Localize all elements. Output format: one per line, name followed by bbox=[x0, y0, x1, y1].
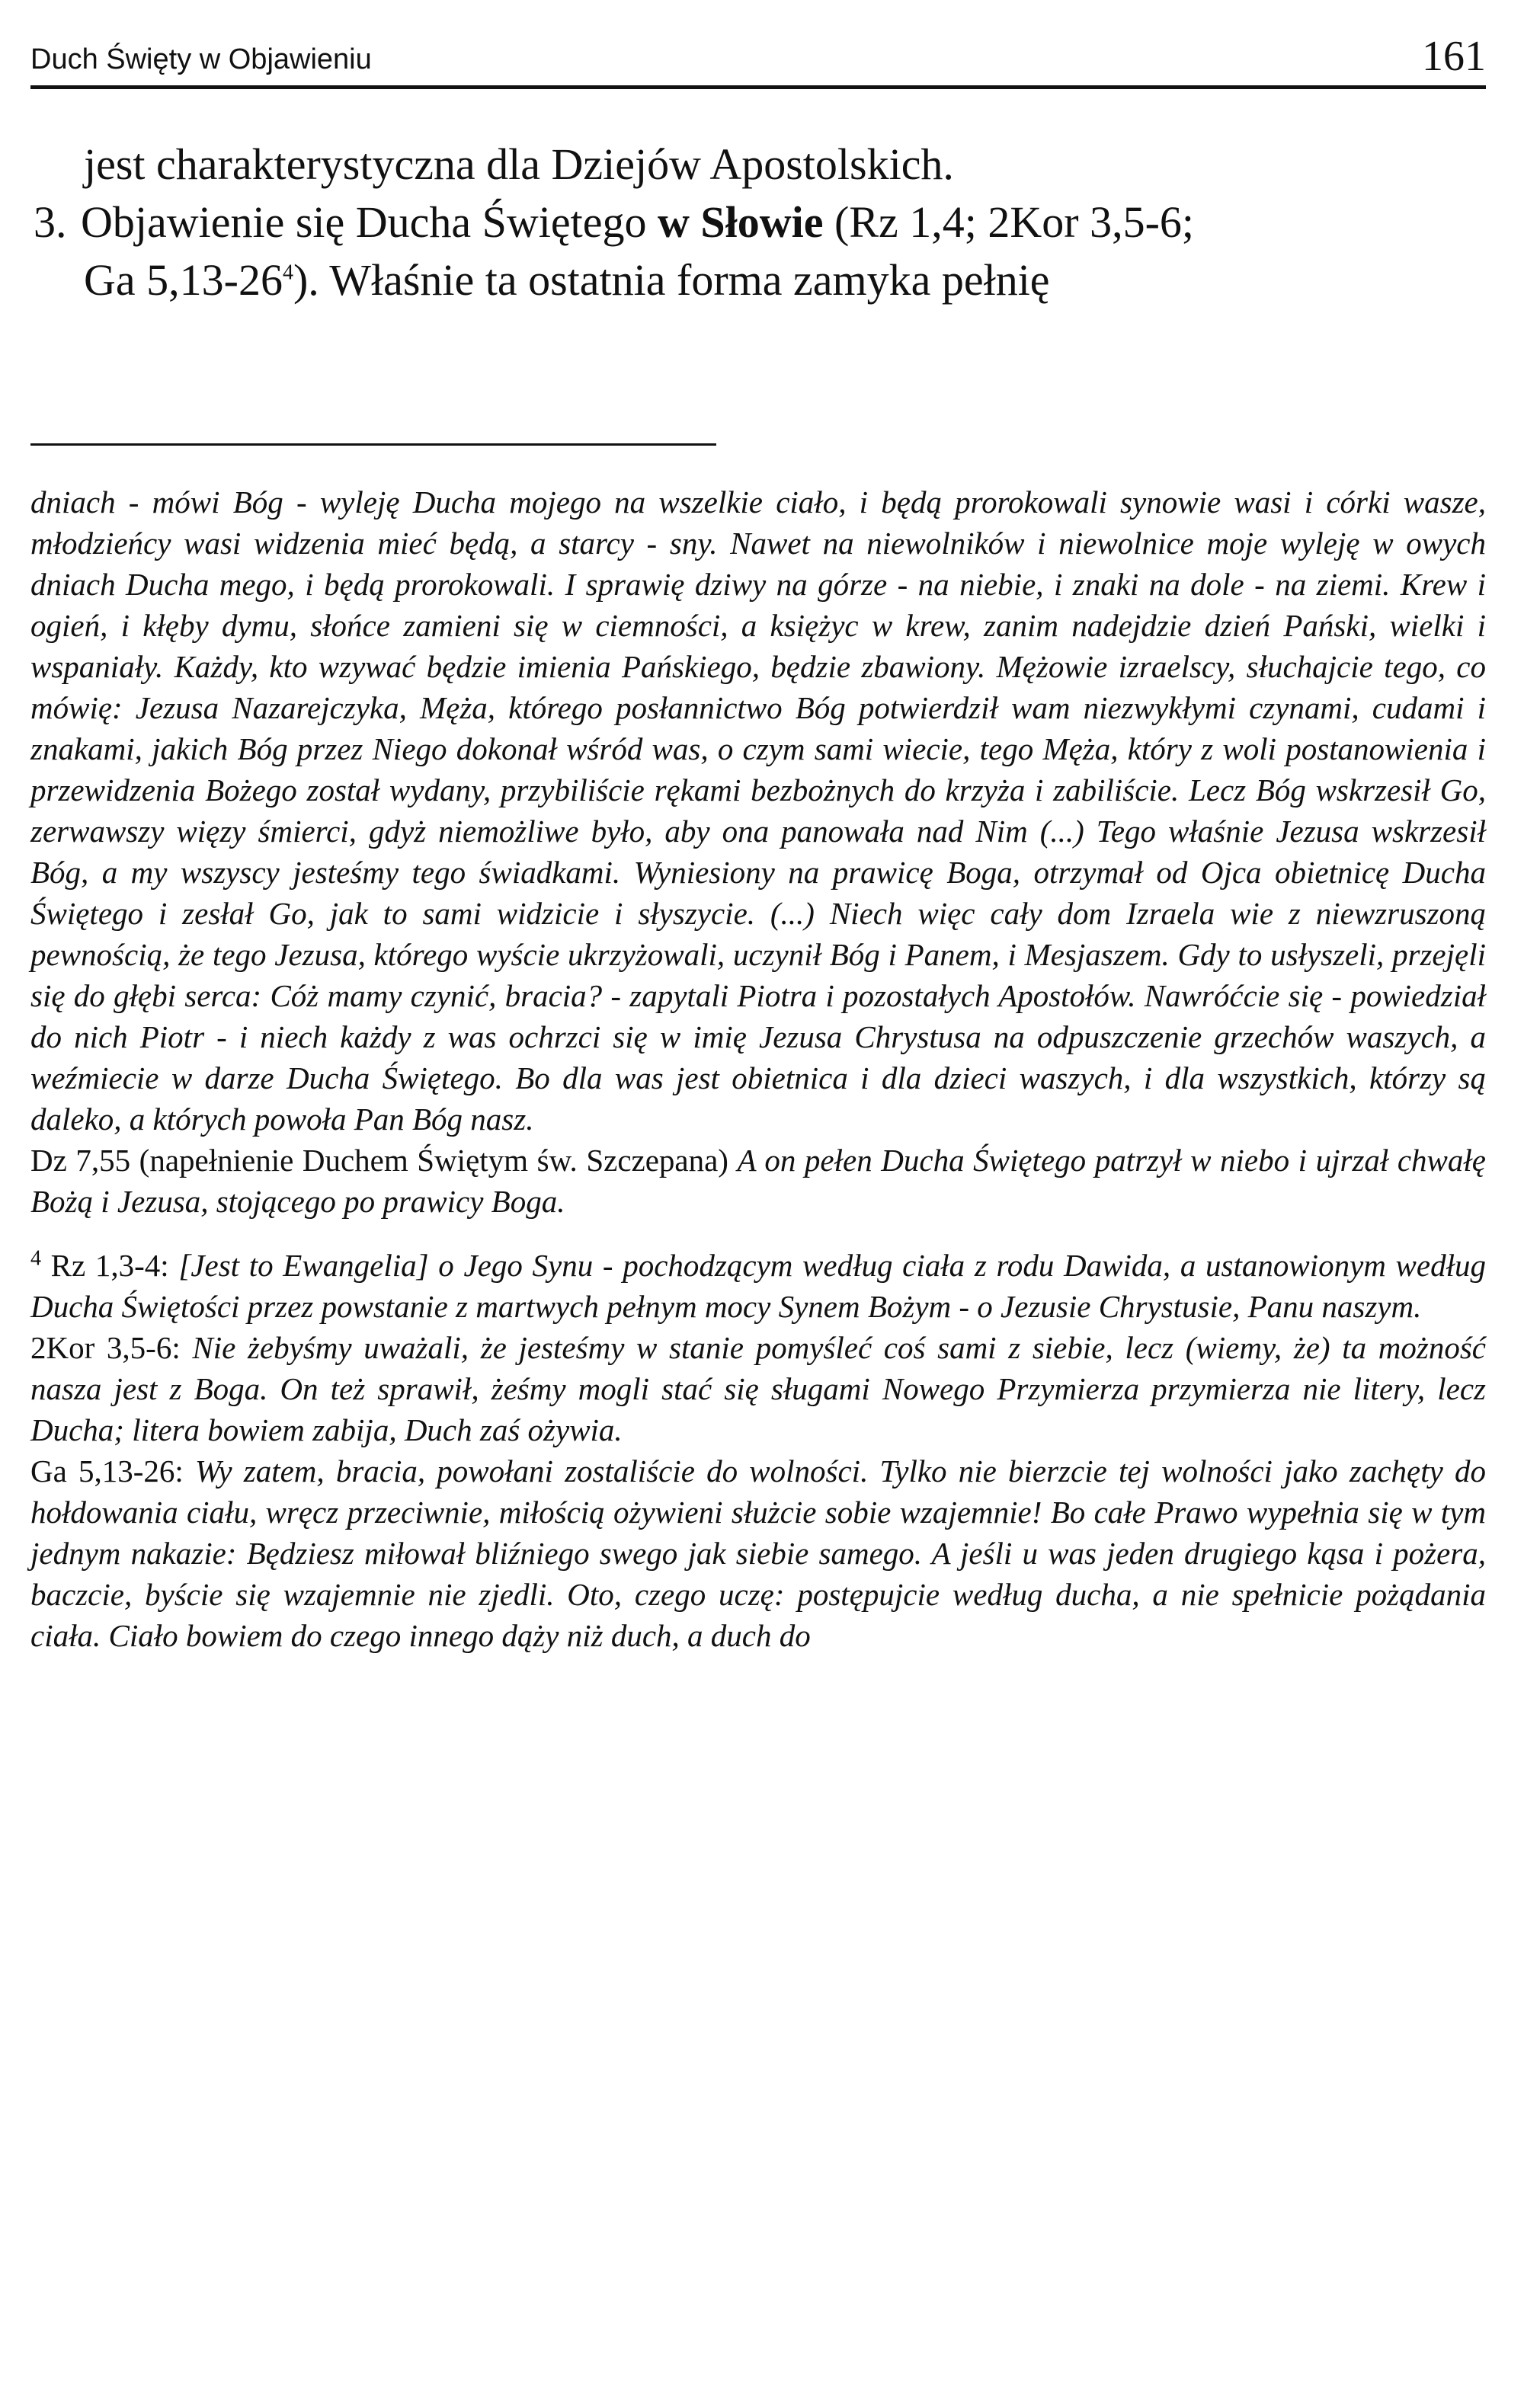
list-item-number: 3. bbox=[34, 197, 67, 247]
footnotes bbox=[30, 481, 1486, 1656]
main-text bbox=[34, 136, 1486, 309]
footnote-marker: 4 bbox=[30, 1246, 41, 1271]
footnote-dz: Dz 7,55 (napełnienie Duchem Świętym św. Szczepana) A on pełen Ducha Świętego patrzył w niebo i ujrzał chwałę Bożą i Jezusa, stojącego po prawicy Boga. bbox=[30, 1143, 1486, 1219]
running-head bbox=[30, 23, 1486, 85]
footnote-4-kor: 2Kor 3,5-6: Nie żebyśmy uważali, że jesteśmy w stanie pomyśleć coś sami z siebie, lecz (wiemy, że) ta możność nasza jest z Boga. On też sprawił, żeśmy mogli stać się sługami Nowego Przymierza przymierza nie litery, lecz Ducha; litera bowiem zabija, Duch zaś ożywia. bbox=[30, 1330, 1486, 1447]
footnote-rule bbox=[30, 443, 716, 446]
footnote-continuation: dniach - mówi Bóg - wyleję Ducha mojego na wszelkie ciało, i będą prorokowali synowie wasi i córki wasze, młodzieńcy wasi widzenia mieć będą, a starcy - sny. Nawet na niewolników i niewolnice moje wyleję w owych dniach Ducha mego, i będą prorokowali. I sprawię dziwy na górze - na niebie, i znaki na dole - na ziemi. Krew i ogień, i kłęby dymu, słońce zamieni się w ciemności, a księżyc w krew, zanim nadejdzie dzień Pański, wielki i wspaniały. Każdy, kto wzywać będzie imienia Pańskiego, będzie zbawiony. Mężowie izraelscy, słuchajcie tego, co mówię: Jezusa Nazarejczyka, Męża, którego posłannictwo Bóg potwierdził wam niezwykłymi czynami, cudami i znakami, jakich Bóg przez Niego dokonał wśród was, o czym sami wiecie, tego Męża, który z woli postanowienia i przewidzenia Bożego został wydany, przybiliście rękami bezbożnych do krzyża i zabiliście. Lecz Bóg wskrzesił Go, zerwawszy więzy śmierci, gdyż niemożliwe było, aby ona panowała nad Nim (...) Tego właśnie Jezusa wskrzesił Bóg, a my wszyscy jesteśmy tego świadkami. Wyniesiony na prawicę Boga, otrzymał od Ojca obietnicę Ducha Świętego i zesłał Go, jak to sami widzicie i słyszycie. (...) Niech więc cały dom Izraela wie z niewzruszoną pewnością, że tego Jezusa, którego wyście ukrzyżowali, uczynił Bóg i Panem, i Mesjaszem. Gdy to usłyszeli, przejęli się do głębi serca: Cóż mamy czynić, bracia? - zapytali Piotra i pozostałych Apostołów. Nawróćcie się - powiedział do nich Piotr - i niech każdy z was ochrzci się w imię Jezusa Chrystusa na odpuszczenie grzechów waszych, a weźmiecie w darze Ducha Świętego. Bo dla was jest obietnica i dla dzieci waszych, i dla wszystkich, którzy są daleko, a których powoła Pan Bóg nasz. bbox=[30, 484, 1486, 1137]
main-line-1: jest charakterystyczna dla Dziejów Apostolskich. bbox=[84, 139, 954, 189]
page-number: 161 bbox=[1422, 33, 1486, 80]
running-title: Duch Święty w Objawieniu bbox=[30, 43, 372, 75]
footnote-ref: 4 bbox=[282, 261, 293, 285]
header-rule bbox=[30, 85, 1486, 89]
bold-phrase: w Słowie bbox=[658, 197, 824, 247]
main-line-2: 3. Objawienie się Ducha Świętego w Słowie (Rz 1,4; 2Kor 3,5-6; bbox=[84, 193, 1486, 251]
main-line-3: Ga $5,13-26^4$). Właśnie ta ostatnia forma zamyka pełnię bbox=[84, 255, 1050, 305]
footnote-4-ga: Ga 5,13-26: Wy zatem, bracia, powołani zostaliście do wolności. Tylko nie bierzcie tej wolności jako zachęty do hołdowania ciału, wręcz przeciwnie, miłością ożywieni służcie sobie wzajemnie! Bo całe Prawo wypełnia się w tym jednym nakazie: Będziesz miłował bliźniego swego jak siebie samego. A jeśli u was jeden drugiego kąsa i pożera, baczcie, byście się wzajemnie nie zjedli. Oto, czego uczę: postępujcie według ducha, a nie spełnicie pożądania ciała. Ciało bowiem do czego innego dąży niż duch, a duch do bbox=[30, 1453, 1486, 1653]
footnote-4-rz: $^4$ Rz 1,3-4: [Jest to Ewangelia] o Jego Synu - pochodzącym według ciała z rodu Dawida, a ustanowionym według Ducha Świętości przez powstanie z martwych pełnym mocy Synem Bożym - o Jezusie Chrystusie, Panu naszym. bbox=[30, 1246, 1486, 1324]
